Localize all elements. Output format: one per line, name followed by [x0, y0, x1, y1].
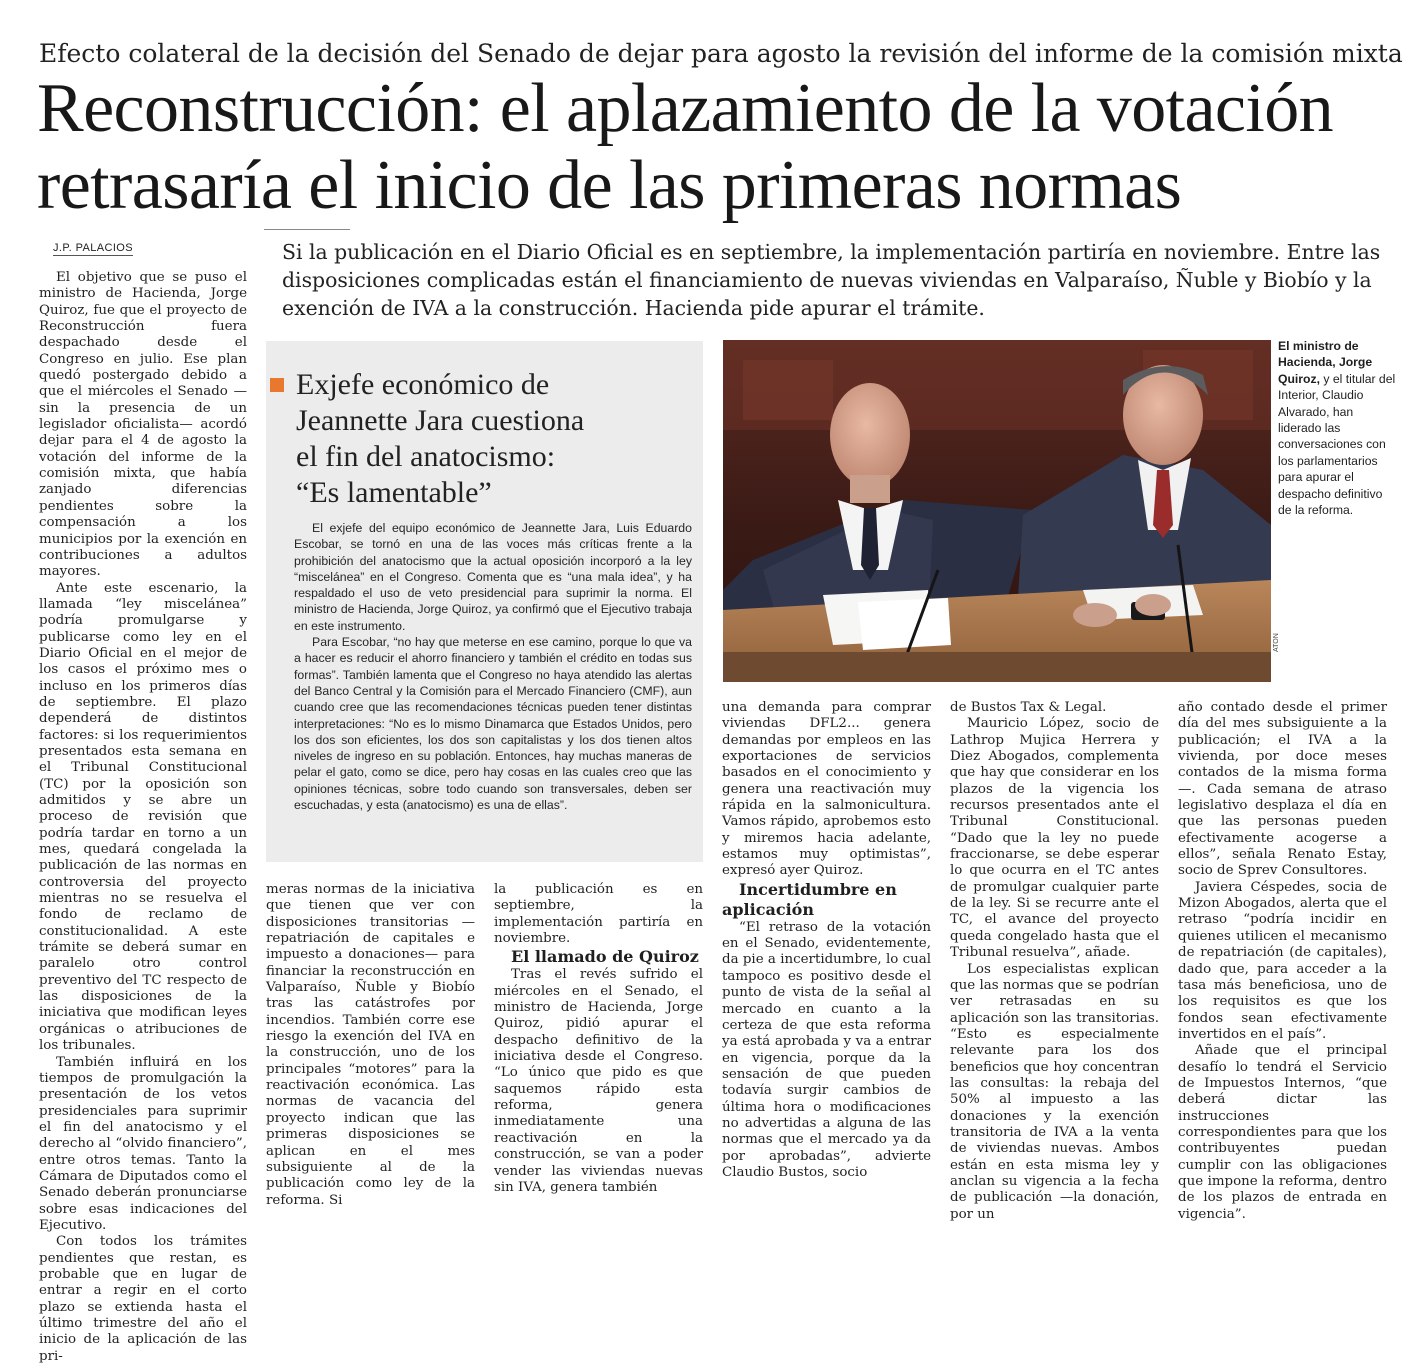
- sidebar-body: [294, 520, 692, 813]
- sidebar-title: [296, 367, 691, 511]
- body-column-1: [39, 270, 247, 1365]
- body-column-3: [494, 882, 703, 1196]
- photo-caption: [1278, 338, 1398, 518]
- sidebar-paragraph: Para Escobar, “no hay que meterse en ese camino, porque lo que va a hacer es reducir el ahorro financiero y también el crédito en todas sus formas”. También lamenta que el Congreso no haya atendido las alertas del Banco Central y la Comisión para el Mercado Financiero (CMF), aun cuando cree que las recomendaciones técnicas pueden tener distintas interpretaciones: “No es lo mismo Dinamarca que Estados Unidos, pero los dos son eficientes, los dos son capitalistas y los dos tienen altos niveles de ingreso en su población. Entonces, hay muchas maneras de pelar el gato, como se dice, pero hay cosas en las cuales creo que las opiniones técnicas, sobre todo cuando son transversales, deben ser escuchadas, y esta (anatocismo) es una de ellas”.: [294, 635, 692, 813]
- paragraph: de Bustos Tax & Legal.: [950, 700, 1107, 715]
- paragraph: Javiera Céspedes, socia de Mizon Abogados, alerta que el retraso “podría incidir en quienes utilicen el mecanismo de repatriación (de capitales), dado que, para acceder a la tasa más beneficiosa, uno de los requisitos es que los fondos sean efectivamente invertidos en el país”.: [1178, 879, 1387, 1042]
- paragraph: El objetivo que se puso el ministro de Hacienda, Jorge Quiroz, fue que el proyecto de Reconstrucción fuera despachado desde el Congreso en julio. Ese plan quedó postergado debido a que el miércoles el Senado —sin la presencia de un legislador oficialista— acordó dejar para el 4 de agosto la votación del informe de la comisión mixta, que había zanjado diferencias pendientes sobre la compensación a los municipios por la exención en contribuciones a adultos mayores.: [39, 270, 247, 580]
- subheading: Incertidumbre en aplicación: [722, 879, 897, 919]
- sidebar-accent-square: [270, 378, 284, 392]
- paragraph: Mauricio López, socio de Lathrop Mujica Herrera y Diez Abogados, complementa que hay que considerar en los plazos de la vigencia los recursos presentados ante el Tribunal Constitucional. “Dado que la ley no puede fraccionarse, se debe esperar lo que ocurra en el TC antes de promulgar cualquier parte de la ley. Si se recurre ante el TC, el avance del proyecto queda congelado hasta que el Tribunal resuelva”, añade.: [950, 716, 1159, 961]
- byline: J.P. PALACIOS: [53, 242, 133, 254]
- paragraph: Añade que el principal desafío lo tendrá el Servicio de Impuestos Internos, “que deberá dictar las instrucciones correspondientes para que los contribuyentes puedan cumplir con las obligaciones que impone la reforma, dentro de los plazos de entrada en vigencia”.: [1178, 1043, 1387, 1222]
- sidebar-title-line: Exjefe económico de: [296, 368, 550, 401]
- paragraph: Los especialistas explican que las normas que se podrían ver retrasadas en su aplicación son las transitorias. “Esto es especialmente relevante para los dos beneficios que hoy concentran las consultas: la rebaja del 50% al impuesto a las donaciones y la exención transitoria de IVA a la venta de viviendas nuevas. Ambos están en esta misma ley y anclan su vigencia a la fecha de publicación —la donación, por un: [950, 961, 1159, 1222]
- paragraph: Ante este escenario, la llamada “ley miscelánea” podría promulgarse y publicarse como ley en el Diario Oficial en el mejor de los casos el próximo mes o incluso en los primeros días de septiembre. El plazo dependerá de distintos factores: si los requerimientos presentados esta semana en el Tribunal Constitucional (TC) por la oposición son admitidos y se abre un proceso de revisión que podría tardar en torno a un mes, quedará congelada la publicación de las normas en controversia del proyecto mientras no se resuelva el fondo de reclamo de constitucionalidad. A este trámite se deberá sumar en paralelo otro control preventivo del TC respecto de las disposiciones de la iniciativa que modifican leyes orgánicas o atribuciones de los tribunales.: [39, 580, 247, 1054]
- photo-credit: ATON: [1273, 633, 1280, 652]
- headline: [37, 70, 1407, 224]
- kicker: Efecto colateral de la decisión del Senado de dejar para agosto la revisión del informe de la comisión mixta: [39, 39, 1403, 68]
- deck: Si la publicación en el Diario Oficial es en septiembre, la implementación partiría en noviembre. Entre las disposiciones complicadas están el financiamiento de nuevas viviendas en Valparaíso, Ñuble y Biobío y la exención de IVA a la construcción. Hacienda pide apurar el trámite.: [282, 240, 1381, 320]
- headline-line: Reconstrucción: el aplazamiento de la votación: [37, 70, 1334, 147]
- sidebar-paragraph: El exjefe del equipo económico de Jeannette Jara, Luis Eduardo Escobar, se tornó en una de las voces más críticas frente a la prohibición del anatocismo que la actual oposición incorporó a la ley “miscelánea” en el Congreso. Comenta que es “una mala idea”, y ha respaldado el uso de veto presidencial para suprimir la norma. El ministro de Hacienda, Jorge Quiroz, ya confirmó que el Ejecutivo trabaja en este instrumento.: [294, 521, 692, 633]
- paragraph: Con todos los trámites pendientes que restan, es probable que en lugar de entrar a regir en el corto plazo se extienda hasta el último trimestre del año el inicio de la aplicación de las pri-: [39, 1234, 247, 1364]
- paragraph: También influirá en los tiempos de promulgación la presentación de los vetos presidenciales para suprimir el fin del anatocismo y el derecho al “olvido financiero”, entre otros temas. Tanto la Cámara de Diputados como el Senado deberán pronunciarse sobre esas indicaciones del Ejecutivo.: [39, 1054, 247, 1233]
- subheading: El llamado de Quiroz: [511, 947, 699, 967]
- sidebar-title-line: “Es lamentable”: [296, 476, 492, 509]
- caption-bold: El ministro de Hacienda, Jorge Quiroz,: [1278, 339, 1373, 386]
- divider: [264, 229, 350, 230]
- headline-line: retrasaría el inicio de las primeras normas: [37, 147, 1182, 224]
- body-column-6: [1178, 700, 1387, 1223]
- paragraph: una demanda para comprar viviendas DFL2... genera demandas por empleos en las exportaciones de servicios basados en el conocimiento y genera una reactivación muy rápida en la salmonicultura. Vamos rápido, aprobemos esto y miremos hacia adelante, estamos muy optimistas”, expresó ayer Quiroz.: [722, 700, 931, 879]
- body-column-4: [722, 700, 931, 1181]
- paragraph: “El retraso de la votación en el Senado, evidentemente, da pie a incertidumbre, lo cual tampoco es positivo desde el punto de vista de la señal al mercado en cuanto a la certeza de que esta reforma ya está aprobada y va a entrar en vigencia, porque da la sensación de que pueden todavía surgir cambios de última hora o modificaciones no advertidas a alguna de las normas que el mercado ya da por aprobadas”, advierte Claudio Bustos, socio: [722, 919, 931, 1180]
- sidebar-title-line: el fin del anatocismo:: [296, 440, 556, 473]
- body-column-5: [950, 700, 1159, 1223]
- paragraph: meras normas de la iniciativa que tienen que ver con disposiciones transitorias —repatriación de capitales e impuesto a donaciones— para financiar la reconstrucción en Valparaíso, Ñuble y Biobío tras las catástrofes por incendios. También corre ese riesgo la exención del IVA en la construcción, uno de los principales “motores” para la reactivación económica. Las normas de vacancia del proyecto indican que las primeras disposiciones se aplican en el mes subsiguiente al de la publicación como ley de la reforma. Si: [266, 882, 475, 1208]
- body-column-2: [266, 882, 475, 1209]
- paragraph: la publicación es en septiembre, la implementación partiría en noviembre.: [494, 882, 703, 947]
- paragraph: Tras el revés sufrido el miércoles en el Senado, el ministro de Hacienda, Jorge Quiroz, pidió apurar el despacho definitivo de la iniciativa desde el Congreso. “Lo único que pido es que saquemos rápido esta reforma, genera inmediatamente una reactivación en la construcción, se van a poder vender las viviendas nuevas sin IVA, genera también: [494, 967, 703, 1195]
- news-photo: [723, 340, 1271, 682]
- sidebar-title-line: Jeannette Jara cuestiona: [296, 404, 585, 437]
- photo-image: [723, 340, 1271, 682]
- paragraph: año contado desde el primer día del mes subsiguiente a la publicación; el IVA a la vivienda, por doce meses contados de la misma forma—. Cada semana de atraso legislativo desplaza el día en que las personas pueden efectivamente acogerse a ellos”, señala Renato Estay, socio de Sprev Consultores.: [1178, 700, 1387, 879]
- caption-text: y el titular del Interior, Claudio Alvarado, han liderado las conversaciones con los parlamentarios para apurar el despacho definitivo de la reforma.: [1278, 371, 1396, 518]
